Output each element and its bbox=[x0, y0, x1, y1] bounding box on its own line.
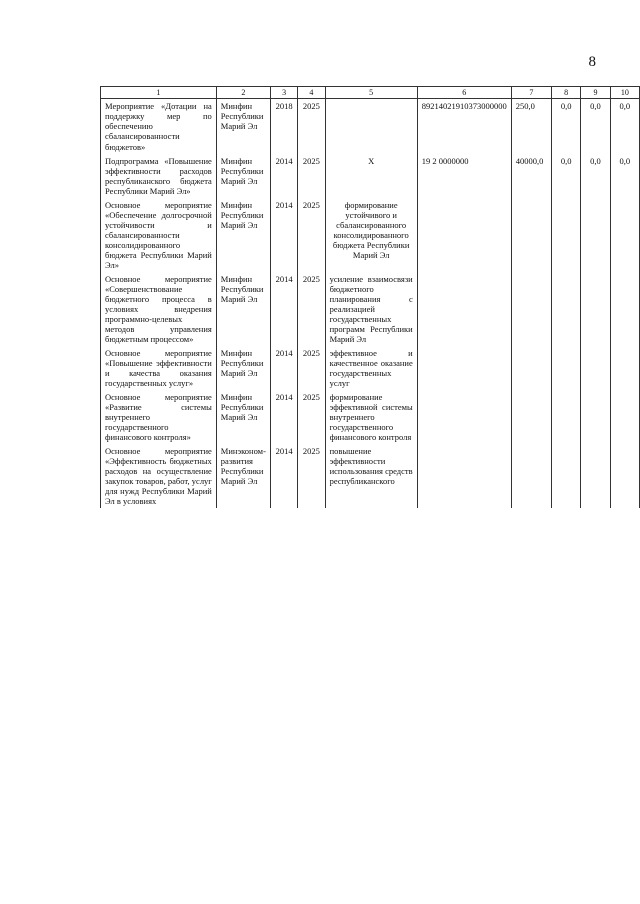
cell-code bbox=[417, 272, 511, 346]
cell-value bbox=[610, 390, 639, 444]
cell-result bbox=[325, 99, 417, 154]
table-row bbox=[101, 198, 640, 272]
column-header: 10 bbox=[610, 87, 639, 99]
cell-value bbox=[511, 198, 551, 272]
cell-value: 0,0 bbox=[551, 154, 580, 198]
cell-value: 0,0 bbox=[581, 154, 610, 198]
cell-value bbox=[511, 390, 551, 444]
cell-value bbox=[551, 390, 580, 444]
table-row bbox=[101, 99, 640, 154]
cell-code bbox=[417, 198, 511, 272]
cell-end-year: 2025 bbox=[298, 390, 325, 444]
cell-event-name: Подпрограмма «Повышение эффективности расходов республиканского бюджета Республики Марий Эл» bbox=[101, 154, 217, 198]
cell-end-year: 2025 bbox=[298, 444, 325, 508]
cell-value bbox=[551, 198, 580, 272]
cell-value bbox=[581, 346, 610, 390]
page-number: 8 bbox=[588, 54, 596, 70]
cell-result: повышение эффективности использования средств республиканского bbox=[325, 444, 417, 508]
cell-value bbox=[610, 346, 639, 390]
cell-value bbox=[511, 272, 551, 346]
cell-start-year: 2014 bbox=[270, 272, 297, 346]
cell-executor: Минфин Республики Марий Эл bbox=[216, 99, 270, 154]
cell-start-year: 2014 bbox=[270, 444, 297, 508]
cell-value bbox=[581, 272, 610, 346]
table-header-row bbox=[101, 87, 640, 99]
cell-code bbox=[417, 390, 511, 444]
cell-value bbox=[511, 346, 551, 390]
table-row bbox=[101, 272, 640, 346]
column-header: 9 bbox=[581, 87, 610, 99]
column-header: 7 bbox=[511, 87, 551, 99]
cell-executor: Минэконом-развития Республики Марий Эл bbox=[216, 444, 270, 508]
cell-start-year: 2014 bbox=[270, 154, 297, 198]
cell-start-year: 2014 bbox=[270, 346, 297, 390]
cell-result: Х bbox=[325, 154, 417, 198]
cell-result: усиление взаимосвязи бюджетного планирования с реализацией государственных программ Республики Марий Эл bbox=[325, 272, 417, 346]
cell-event-name: Основное мероприятие «Эффективность бюджетных расходов на осуществление закупок товаров, работ, услуг для нужд Республики Марий Эл в условиях bbox=[101, 444, 217, 508]
cell-end-year: 2025 bbox=[298, 154, 325, 198]
cell-value bbox=[551, 444, 580, 508]
cell-value: 250,0 bbox=[511, 99, 551, 154]
cell-code bbox=[417, 444, 511, 508]
cell-end-year: 2025 bbox=[298, 272, 325, 346]
cell-value: 0,0 bbox=[581, 99, 610, 154]
column-header: 5 bbox=[325, 87, 417, 99]
table-row bbox=[101, 154, 640, 198]
cell-executor: Минфин Республики Марий Эл bbox=[216, 154, 270, 198]
cell-start-year: 2014 bbox=[270, 198, 297, 272]
cell-value bbox=[610, 272, 639, 346]
cell-result: формирование устойчивого и сбалансированного консолидированного бюджета Республики Марий Эл bbox=[325, 198, 417, 272]
document-table-wrapper bbox=[100, 86, 640, 508]
cell-value bbox=[551, 272, 580, 346]
cell-value bbox=[551, 346, 580, 390]
cell-start-year: 2018 bbox=[270, 99, 297, 154]
cell-end-year: 2025 bbox=[298, 99, 325, 154]
cell-executor: Минфин Республики Марий Эл bbox=[216, 198, 270, 272]
cell-executor: Минфин Республики Марий Эл bbox=[216, 390, 270, 444]
cell-end-year: 2025 bbox=[298, 346, 325, 390]
cell-end-year: 2025 bbox=[298, 198, 325, 272]
cell-value: 40000,0 bbox=[511, 154, 551, 198]
table-row bbox=[101, 346, 640, 390]
column-header: 4 bbox=[298, 87, 325, 99]
cell-code: 89214021910373000000 bbox=[417, 99, 511, 154]
cell-event-name: Основное мероприятие «Повышение эффективности и качества оказания государственных услуг» bbox=[101, 346, 217, 390]
cell-value: 0,0 bbox=[610, 99, 639, 154]
column-header: 6 bbox=[417, 87, 511, 99]
cell-value: 0,0 bbox=[610, 154, 639, 198]
cell-value bbox=[581, 198, 610, 272]
cell-value bbox=[511, 444, 551, 508]
document-table bbox=[100, 86, 640, 508]
cell-event-name: Мероприятие «Дотации на поддержку мер по обеспечению сбалансированности бюджетов» bbox=[101, 99, 217, 154]
cell-code: 19 2 0000000 bbox=[417, 154, 511, 198]
cell-result: формирование эффективной системы внутреннего государственного финансового контроля bbox=[325, 390, 417, 444]
cell-executor: Минфин Республики Марий Эл bbox=[216, 272, 270, 346]
cell-value bbox=[610, 444, 639, 508]
column-header: 8 bbox=[551, 87, 580, 99]
cell-code bbox=[417, 346, 511, 390]
cell-value: 0,0 bbox=[551, 99, 580, 154]
cell-event-name: Основное мероприятие «Совершенствование бюджетного процесса в условиях внедрения программно-целевых методов управления бюджетным процессом» bbox=[101, 272, 217, 346]
cell-value bbox=[581, 390, 610, 444]
column-header: 2 bbox=[216, 87, 270, 99]
cell-value bbox=[581, 444, 610, 508]
column-header: 3 bbox=[270, 87, 297, 99]
column-header: 1 bbox=[101, 87, 217, 99]
table-row bbox=[101, 390, 640, 444]
cell-start-year: 2014 bbox=[270, 390, 297, 444]
table-row bbox=[101, 444, 640, 508]
cell-executor: Минфин Республики Марий Эл bbox=[216, 346, 270, 390]
cell-event-name: Основное мероприятие «Обеспечение долгосрочной устойчивости и сбалансированности консолидированного бюджета Республики Марий Эл» bbox=[101, 198, 217, 272]
cell-value bbox=[610, 198, 639, 272]
cell-event-name: Основное мероприятие «Развитие системы внутреннего государственного финансового контроля» bbox=[101, 390, 217, 444]
cell-result: эффективное и качественное оказание государственных услуг bbox=[325, 346, 417, 390]
